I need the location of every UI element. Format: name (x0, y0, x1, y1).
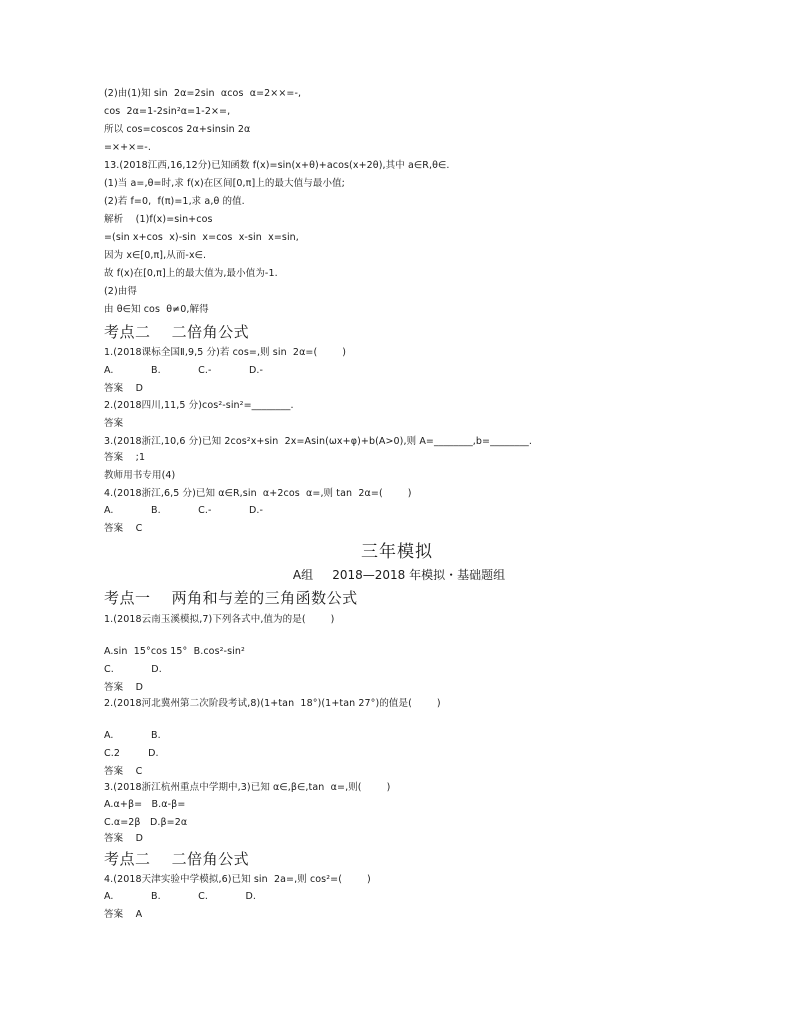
answer-line: 答案 (104, 418, 124, 429)
text-line: cos 2α=1-2sin²α=1-2×=, (104, 106, 231, 117)
answer-options: A.α+β= B.α-β= (104, 799, 186, 810)
answer-line: 答案 D (104, 383, 144, 394)
text-line: 所以 cos=coscos 2α+sinsin 2α (104, 124, 251, 135)
teacher-note: 教师用书专用(4) (104, 470, 176, 481)
section-heading: 考点一 两角和与差的三角函数公式 (104, 589, 358, 607)
question-1: 1.(2018课标全国Ⅱ,9,5 分)若 cos=,则 sin 2α=( ) (104, 347, 347, 358)
solution-label: 解析 (1)f(x)=sin+cos (104, 214, 213, 225)
question-4: 4.(2018浙江,6,5 分)已知 α∈R,sin α+2cos α=,则 tan 2α=( ) (104, 488, 412, 499)
answer-line: 答案 C (104, 523, 143, 534)
question-4: 4.(2018天津实验中学模拟,6)已知 sin 2a=,则 cos²=( ) (104, 874, 371, 885)
text-line: =×+×=-. (104, 142, 151, 153)
section-heading: 考点二 二倍角公式 (104, 323, 250, 341)
question-3: 3.(2018浙江杭州重点中学期中,3)已知 α∈,β∈,tan α=,则( ) (104, 782, 391, 793)
answer-options: A. B. C.- D.- (104, 505, 264, 516)
text-line: (2)由(1)知 sin 2α=2sin αcos α=2××=-, (104, 88, 302, 99)
group-subtitle: A组 2018—2018 年模拟・基础题组 (292, 568, 506, 582)
answer-line: 答案 ;1 (104, 452, 146, 463)
section-heading: 考点二 二倍角公式 (104, 850, 250, 868)
question-3: 3.(2018浙江,10,6 分)已知 2cos²x+sin 2x=Asin(ωx+φ)+b(A>0),则 A=________,b=________. (104, 436, 533, 447)
answer-line: 答案 A (104, 909, 143, 920)
answer-line: 答案 D (104, 682, 144, 693)
answer-options: C.α=2β D.β=2α (104, 817, 188, 828)
answer-line: 答案 D (104, 833, 144, 844)
text-line: 因为 x∈[0,π],从而-x∈. (104, 250, 207, 261)
text-line: =(sin x+cos x)-sin x=cos x-sin x=sin, (104, 232, 299, 243)
text-line: (1)当 a=,θ=时,求 f(x)在区间[0,π]上的最大值与最小值; (104, 178, 345, 189)
answer-options: A.sin 15°cos 15° B.cos²-sin² (104, 646, 245, 657)
text-line: 由 θ∈知 cos θ≠0,解得 (104, 304, 209, 315)
question-2: 2.(2018四川,11,5 分)cos²-sin²=________. (104, 400, 294, 411)
part-title: 三年模拟 (361, 542, 433, 562)
answer-line: 答案 C (104, 766, 143, 777)
answer-options: A. B. C. D. (104, 891, 256, 902)
question-1: 1.(2018云南玉溪模拟,7)下列各式中,值为的是( ) (104, 614, 335, 625)
answer-options: C. D. (104, 664, 162, 675)
answer-options: A. B. C.- D.- (104, 365, 264, 376)
text-line: 故 f(x)在[0,π]上的最大值为,最小值为-1. (104, 268, 278, 279)
question-13: 13.(2018江西,16,12分)已知函数 f(x)=sin(x+θ)+acos(x+2θ),其中 a∈R,θ∈. (104, 160, 450, 171)
text-line: (2)若 f=0, f(π)=1,求 a,θ 的值. (104, 196, 245, 207)
answer-options: A. B. (104, 730, 161, 741)
answer-options: C.2 D. (104, 748, 159, 759)
question-2: 2.(2018河北冀州第二次阶段考试,8)(1+tan 18°)(1+tan 27°)的值是( ) (104, 698, 441, 709)
text-line: (2)由得 (104, 286, 137, 297)
